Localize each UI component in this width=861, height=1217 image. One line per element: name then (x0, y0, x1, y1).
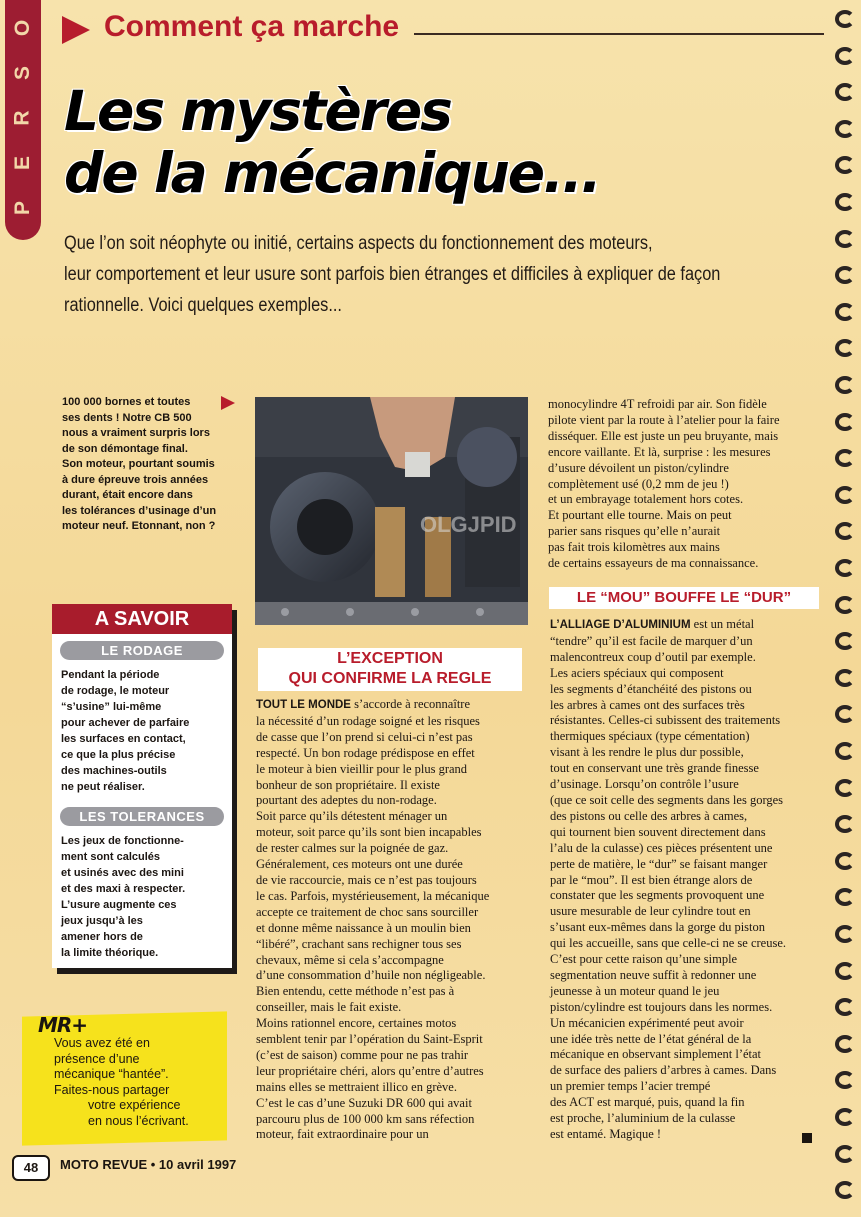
text-line: mains elles se mettraient illico en grève. (256, 1079, 457, 1094)
binding-ring (835, 1145, 855, 1163)
text-line: Son moteur, pourtant soumis (62, 458, 215, 470)
text-line: piston/cylindre est toujours dans les normes. (550, 999, 773, 1014)
intro-line: leur comportement et leur usure sont parfois bien étranges et difficiles à expliquer de façon (64, 264, 721, 285)
tab-letter: R (10, 110, 34, 126)
text-line: et usinés avec des mini (61, 867, 184, 879)
right-column-text (550, 617, 825, 1143)
text-line: de surface des paliers d’arbres à cames. Dans (550, 1063, 777, 1078)
text-line: pilote vient par la route à l’atelier pour la faire (548, 412, 780, 427)
text-line (256, 697, 526, 714)
engine-photo (255, 397, 528, 625)
binding-ring (835, 779, 855, 797)
lead-word: TOUT LE MONDE (256, 699, 351, 711)
text-line: les surfaces en contact, (61, 733, 186, 745)
section-heading-exception (258, 648, 522, 691)
text-line: bonheur de son propriétaire. Il existe (256, 777, 440, 792)
text-line: amener hors de (61, 931, 143, 943)
middle-column-text (256, 697, 526, 1143)
text-line: visant à les rendre le plus dur possible, (550, 745, 744, 760)
text-line: mécanique en observant simplement l’état (550, 1047, 762, 1062)
callout-line: mécanique “hantée”. (54, 1067, 169, 1081)
spiral-binding (835, 10, 857, 1210)
text-line: la limite théorique. (61, 947, 159, 959)
tab-letter: S (10, 66, 34, 81)
text-line: d’usure dévoilent un piston/cylindre (548, 460, 729, 475)
arrow-icon (221, 396, 235, 410)
binding-ring (835, 742, 855, 760)
text-line: est proche, l’aluminium de la culasse (550, 1111, 736, 1126)
text-line: moteur, soit parce qu’ils sont bien incapables (256, 825, 482, 840)
text-line: pour achever de parfaire (61, 717, 190, 729)
page-number: 48 (12, 1155, 50, 1181)
text-line: Pendant la période (61, 669, 160, 681)
text-run: s’accorde à reconnaître (350, 697, 471, 711)
binding-ring (835, 1071, 855, 1089)
text-line: et donne même naissance à un moulin bien (256, 920, 471, 935)
right-column-top-text (548, 397, 823, 572)
binding-ring (835, 339, 855, 357)
section-title: Comment ça marche (104, 10, 400, 43)
binding-ring (835, 47, 855, 65)
text-line: jeux jusqu’à les (61, 915, 143, 927)
binding-ring (835, 1108, 855, 1126)
section-header (62, 10, 822, 50)
rodage-text (61, 667, 226, 795)
binding-ring (835, 962, 855, 980)
mr-plus-logo: MR+ (38, 1013, 88, 1037)
photo-caption (62, 395, 242, 535)
text-line: segmentation neuve suffit à redonner une (550, 967, 757, 982)
text-line: de rester calmes sur la poignée de gaz. (256, 841, 449, 856)
binding-ring (835, 1181, 855, 1199)
text-line: usure mesurable de leur cylindre tout en (550, 904, 751, 919)
callout-line: votre expérience (88, 1098, 181, 1112)
text-line: Soit parce qu’ils détestent ménager un (256, 809, 448, 824)
text-line: des ACT est marqué, puis, quand la fin (550, 1095, 745, 1110)
callout-line: présence d’une (54, 1051, 140, 1066)
text-line: de casse que l’on prend si celui-ci n’est pas (256, 729, 473, 744)
text-run: est un métal (690, 617, 755, 631)
binding-ring (835, 705, 855, 723)
text-line: et des maxi à respecter. (61, 883, 186, 895)
text-line: (c’est de saison) comme pour ne pas trahir (256, 1047, 469, 1062)
text-line: encore vaillante. Et là, surprise : les mesures (548, 444, 771, 459)
text-line: “s’usine” lui-même (61, 701, 162, 713)
text-line: parcouru plus de 100 000 km sans réfection (256, 1111, 475, 1126)
text-line: monocylindre 4T refroidi par air. Son fidèle (548, 397, 767, 411)
text-line: ce que la plus précise (61, 749, 176, 761)
text-line: C’est pour cette raison qu’une simple (550, 952, 738, 967)
text-line: semblent tenir par l’opération du Saint-Esprit (256, 1032, 483, 1047)
intro-line: Que l’on soit néophyte ou initié, certains aspects du fonctionnement des moteurs, (64, 233, 653, 254)
binding-ring (835, 998, 855, 1016)
text-line: thermiques spéciaux (type cémentation) (550, 729, 750, 744)
callout-line: Vous avez été en (54, 1036, 150, 1050)
binding-ring (835, 303, 855, 321)
text-line: un premier temps l’acier trempé (550, 1079, 711, 1094)
text-line: résistantes. Celles-ci subissent des traitements (550, 713, 781, 728)
text-line: pourtant des adeptes du non-rodage. (256, 793, 437, 808)
text-line: C’est le cas d’une Suzuki DR 600 qui avait (256, 1095, 472, 1110)
binding-ring (835, 266, 855, 284)
callout-line: Faites-nous partager (54, 1082, 170, 1097)
text-line: les tolérances d’usinage d’un (62, 504, 217, 517)
text-line: à dure épreuve trois années (62, 473, 209, 486)
binding-ring (835, 596, 855, 614)
text-line: Et pourtant elle tourne. Mais on peut (548, 508, 732, 523)
text-line: Les aciers spéciaux qui composent (550, 665, 724, 680)
text-line: conseiller, mais le fait existe. (256, 1000, 402, 1015)
text-line: s’usant eux-mêmes dans la gorge du piston (550, 920, 766, 935)
section-heading-mou-dur: LE “MOU” BOUFFE LE “DUR” (549, 587, 819, 609)
sidebar-title: A SAVOIR (52, 604, 232, 634)
text-line: une idée très nette de l’état général de la (550, 1031, 752, 1046)
text-line: par le “mou”. Il est bien étrange alors de (550, 872, 753, 887)
text-line: qui tournent bien souvent directement dans (550, 824, 766, 839)
intro-paragraph (64, 228, 804, 321)
text-line: qui les accueille, sans que celle-ci ne se creuse. (550, 936, 786, 951)
tolerances-heading: LES TOLERANCES (60, 807, 224, 826)
triangle-icon (62, 16, 90, 44)
header-rule (414, 33, 824, 35)
end-mark (802, 1133, 812, 1143)
text-line: tout en conservant une très grande finesse (550, 761, 759, 776)
binding-ring (835, 120, 855, 138)
callout-line: en nous l’écrivant. (88, 1113, 189, 1128)
text-line: nous a vraiment surpris lors (62, 427, 210, 439)
engine-illustration (255, 397, 528, 625)
text-line: de son démontage final. (62, 442, 188, 455)
text-line: “libéré”, crachant sans rechigner tous ses (256, 936, 462, 951)
text-line: “tendre” qu’il est facile de marquer d’un (550, 633, 753, 648)
binding-ring (835, 1035, 855, 1053)
text-line: Un mécanicien expérimenté peut avoir (550, 1015, 744, 1030)
tab-letter: E (10, 155, 34, 170)
binding-ring (835, 449, 855, 467)
text-line: 100 000 bornes et toutes (62, 396, 191, 408)
text-line: et un embrayage totalement hors cotes. (548, 492, 744, 507)
text-line: jeunesse à un moteur quand le jeu (550, 983, 720, 998)
text-line: de certains essayeurs de ma connaissance. (548, 556, 759, 571)
info-sidebar (52, 604, 232, 968)
text-line: moteur, fait extraordinaire pour un (256, 1127, 429, 1142)
binding-ring (835, 486, 855, 504)
text-line: l’alu de la culasse) ces pièces présentent une (550, 840, 773, 855)
text-line: le cas. Parfois, mystérieusement, la mécanique (256, 888, 490, 903)
text-line: parier sans risques qu’elle n’aurait (548, 524, 721, 539)
text-line: durant, était encore dans (62, 489, 193, 501)
tab-letter: P (10, 200, 34, 215)
text-line: complètement usé (0,2 mm de jeu !) (548, 476, 729, 491)
binding-ring (835, 10, 855, 28)
text-line: est entamé. Magique ! (550, 1127, 662, 1141)
text-line: de vie raccourcie, mais ce n’est pas toujours (256, 872, 477, 887)
watermark-text: OLGJPID (420, 512, 517, 537)
text-line: d’une consommation d’huile non négligeable. (256, 968, 486, 983)
text-line: ses dents ! Notre CB 500 (62, 411, 192, 424)
text-line: ment sont calculés (61, 851, 161, 863)
text-line: Moins rationnel encore, certaines motos (256, 1016, 457, 1031)
text-line: malencontreux coup d’outil par exemple. (550, 649, 756, 664)
text-line: (que ce soit celle des segments dans les gorges (550, 792, 784, 807)
text-line: perte de matière, le “dur” se faisant manger (550, 856, 768, 871)
binding-ring (835, 413, 855, 431)
intro-line: rationnelle. Voici quelques exemples... (64, 295, 342, 316)
text-line: de rodage, le moteur (61, 685, 170, 697)
binding-ring (835, 193, 855, 211)
text-line: les segments d’étanchéité des pistons ou (550, 681, 752, 696)
binding-ring (835, 83, 855, 101)
title-line-1: Les mystères (64, 79, 451, 143)
title-line-2: de la mécanique... (64, 141, 600, 205)
tolerances-text (61, 833, 226, 961)
binding-ring (835, 230, 855, 248)
text-line: des pistons ou celle des arbres à cames, (550, 808, 748, 823)
heading-line: QUI CONFIRME LA REGLE (288, 670, 492, 687)
text-line: L’usure augmente ces (61, 899, 177, 911)
heading-line: L’EXCEPTION (337, 650, 443, 667)
text-line: accepte ce traitement de choc sans sourciller (256, 904, 479, 919)
magazine-footer: MOTO REVUE • 10 avril 1997 (60, 1157, 237, 1172)
text-line: disséquer. Elle est juste un peu bruyante, mais (548, 428, 779, 443)
rodage-heading: LE RODAGE (60, 641, 224, 660)
text-line: Bien entendu, cette méthode n’est pas à (256, 984, 455, 999)
tab-letter: O (11, 20, 34, 37)
text-line: pas fait trois kilomètres aux mains (548, 540, 720, 555)
section-tab (5, 0, 41, 240)
lead-word: L’ALLIAGE D’ALUMINIUM (550, 619, 691, 631)
text-line: Généralement, ces moteurs ont une durée (256, 857, 463, 872)
text-line: moteur neuf. Etonnant, non ? (62, 520, 216, 532)
text-line (550, 617, 825, 634)
binding-ring (835, 852, 855, 870)
text-line: les arbres à cames ont des surfaces très (550, 697, 745, 712)
article-title (64, 80, 684, 204)
reader-callout-text (54, 1036, 224, 1129)
binding-ring (835, 925, 855, 943)
text-line: la nécessité d’un rodage soigné et les risques (256, 713, 480, 728)
text-line: ne peut réaliser. (61, 781, 145, 793)
text-line: leur propriétaire chéri, alors qu’entre d’autres (256, 1063, 484, 1078)
binding-ring (835, 669, 855, 687)
text-line: des machines-outils (61, 765, 167, 777)
text-line: constater que les segments provoquent une (550, 888, 765, 903)
text-line: respecté. Un bon rodage prédispose en effet (256, 745, 475, 760)
binding-ring (835, 156, 855, 174)
text-line: chevaux, même si cela s’accompagne (256, 952, 444, 967)
text-line: d’usinage. Lorsqu’on contrôle l’usure (550, 777, 739, 792)
binding-ring (835, 632, 855, 650)
binding-ring (835, 522, 855, 540)
binding-ring (835, 888, 855, 906)
text-line: Les jeux de fonctionne- (61, 835, 184, 847)
binding-ring (835, 559, 855, 577)
text-line: le moteur à bien vieillir pour le plus grand (256, 761, 468, 776)
binding-ring (835, 376, 855, 394)
binding-ring (835, 815, 855, 833)
